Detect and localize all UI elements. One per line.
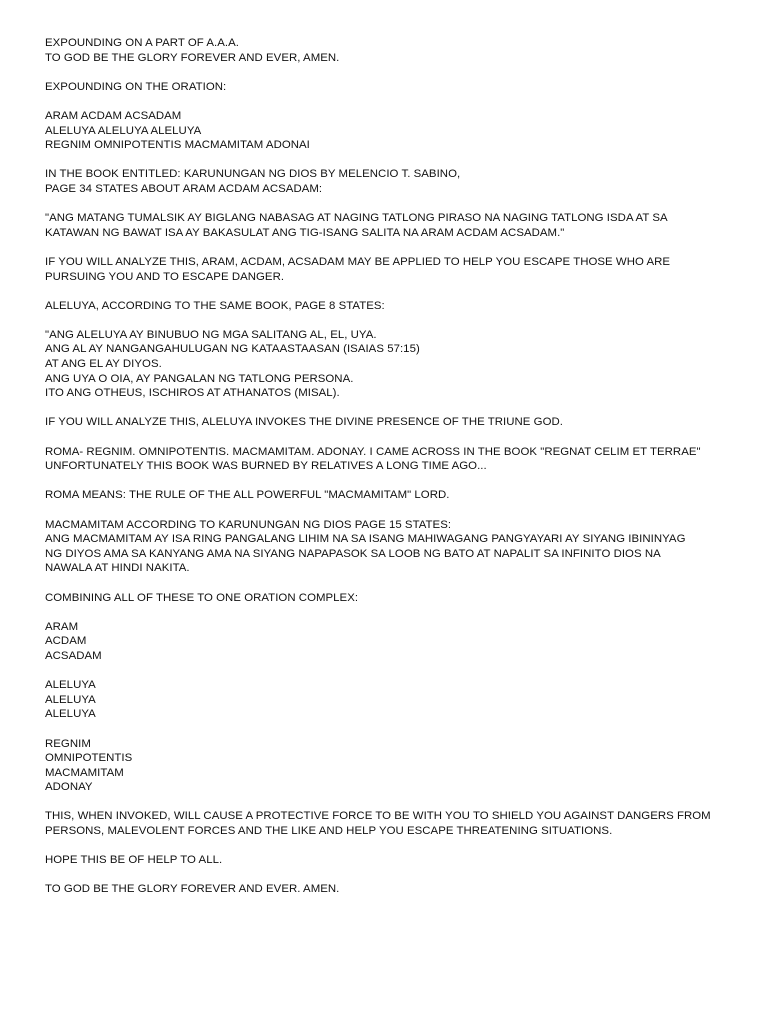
text-line: IF YOU WILL ANALYZE THIS, ARAM, ACDAM, ACSADAM MAY BE APPLIED TO HELP YOU ESCAPE THOSE WHO ARE [45,255,671,268]
text-line: AT ANG EL AY DIYOS. [45,358,162,371]
text-line: ROMA MEANS: THE RULE OF THE ALL POWERFUL "MACMAMITAM" LORD. [45,489,450,502]
text-line: ADONAY [45,781,93,794]
paragraph [45,167,735,196]
paragraph [45,882,735,897]
text-line: ALELUYA, ACCORDING TO THE SAME BOOK, PAGE 8 STATES: [45,299,385,312]
text-line: ALELUYA [45,693,96,706]
text-line: OMNIPOTENTIS [45,752,133,765]
text-line: ALELUYA ALELUYA ALELUYA [45,124,202,137]
text-line: ALELUYA [45,708,96,721]
text-line: ALELUYA [45,679,96,692]
text-line: NG DIYOS AMA SA KANYANG AMA NA SIYANG NAPAPASOK SA LOOB NG BATO AT NAPALIT SA INFINITO DIOS NA [45,547,661,560]
paragraph [45,255,735,284]
paragraph [45,518,735,576]
paragraph [45,591,735,606]
text-line: IN THE BOOK ENTITLED: KARUNUNGAN NG DIOS BY MELENCIO T. SABINO, [45,168,461,181]
paragraph [45,445,735,474]
paragraph [45,36,735,65]
text-line: ARAM ACDAM ACSADAM [45,109,182,122]
paragraph [45,211,735,240]
text-line: PURSUING YOU AND TO ESCAPE DANGER. [45,270,285,283]
text-line: NAWALA AT HINDI NAKITA. [45,562,190,575]
paragraph [45,328,735,401]
text-line: ITO ANG OTHEUS, ISCHIROS AT ATHANATOS (MISAL). [45,387,340,400]
text-line: ANG UYA O OIA, AY PANGALAN NG TATLONG PERSONA. [45,372,354,385]
text-line: THIS, WHEN INVOKED, WILL CAUSE A PROTECTIVE FORCE TO BE WITH YOU TO SHIELD YOU AGAINST DANGERS FROM [45,810,711,823]
paragraph [45,809,735,838]
text-line: ANG AL AY NANGANGAHULUGAN NG KATAASTAASAN (ISAIAS 57:15) [45,343,420,356]
text-line: EXPOUNDING ON THE ORATION: [45,80,227,93]
text-line: ANG MACMAMITAM AY ISA RING PANGALANG LIHIM NA SA ISANG MAHIWAGANG PANGYAYARI AY SIYANG IBININYAG [45,533,686,546]
paragraph [45,853,735,868]
text-line: IF YOU WILL ANALYZE THIS, ALELUYA INVOKES THE DIVINE PRESENCE OF THE TRIUNE GOD. [45,416,563,429]
paragraph [45,80,735,95]
text-line: ACSADAM [45,649,102,662]
text-line: PAGE 34 STATES ABOUT ARAM ACDAM ACSADAM: [45,182,323,195]
paragraph [45,299,735,314]
text-line: TO GOD BE THE GLORY FOREVER AND EVER. AMEN. [45,883,340,896]
text-line: EXPOUNDING ON A PART OF A.A.A. [45,37,239,49]
text-line: KATAWAN NG BAWAT ISA AY BAKASULAT ANG TIG-ISANG SALITA NA ARAM ACDAM ACSADAM." [45,226,565,239]
paragraph [45,109,735,153]
document-body [45,36,735,912]
paragraph [45,678,735,722]
paragraph [45,488,735,503]
text-line: COMBINING ALL OF THESE TO ONE ORATION COMPLEX: [45,591,359,604]
text-line: "ANG MATANG TUMALSIK AY BIGLANG NABASAG AT NAGING TATLONG PIRASO NA NAGING TATLONG ISDA AT SA [45,212,668,225]
text-line: MACMAMITAM ACCORDING TO KARUNUNGAN NG DIOS PAGE 15 STATES: [45,518,452,531]
text-line: ACDAM [45,635,87,648]
paragraph [45,620,735,664]
paragraph [45,737,735,795]
text-line: "ANG ALELUYA AY BINUBUO NG MGA SALITANG AL, EL, UYA. [45,328,377,341]
text-line: TO GOD BE THE GLORY FOREVER AND EVER, AMEN. [45,51,340,64]
text-line: ARAM [45,620,79,633]
text-line: UNFORTUNATELY THIS BOOK WAS BURNED BY RELATIVES A LONG TIME AGO... [45,460,487,473]
text-line: PERSONS, MALEVOLENT FORCES AND THE LIKE AND HELP YOU ESCAPE THREATENING SITUATIONS. [45,825,613,838]
text-line: HOPE THIS BE OF HELP TO ALL. [45,854,223,867]
text-line: REGNIM OMNIPOTENTIS MACMAMITAM ADONAI [45,139,310,152]
paragraph [45,415,735,430]
text-line: REGNIM [45,737,91,750]
text-line: MACMAMITAM [45,766,124,779]
text-line: ROMA- REGNIM. OMNIPOTENTIS. MACMAMITAM. ADONAY. I CAME ACROSS IN THE BOOK "REGNAT CELIM ET TERRAE" [45,445,701,458]
